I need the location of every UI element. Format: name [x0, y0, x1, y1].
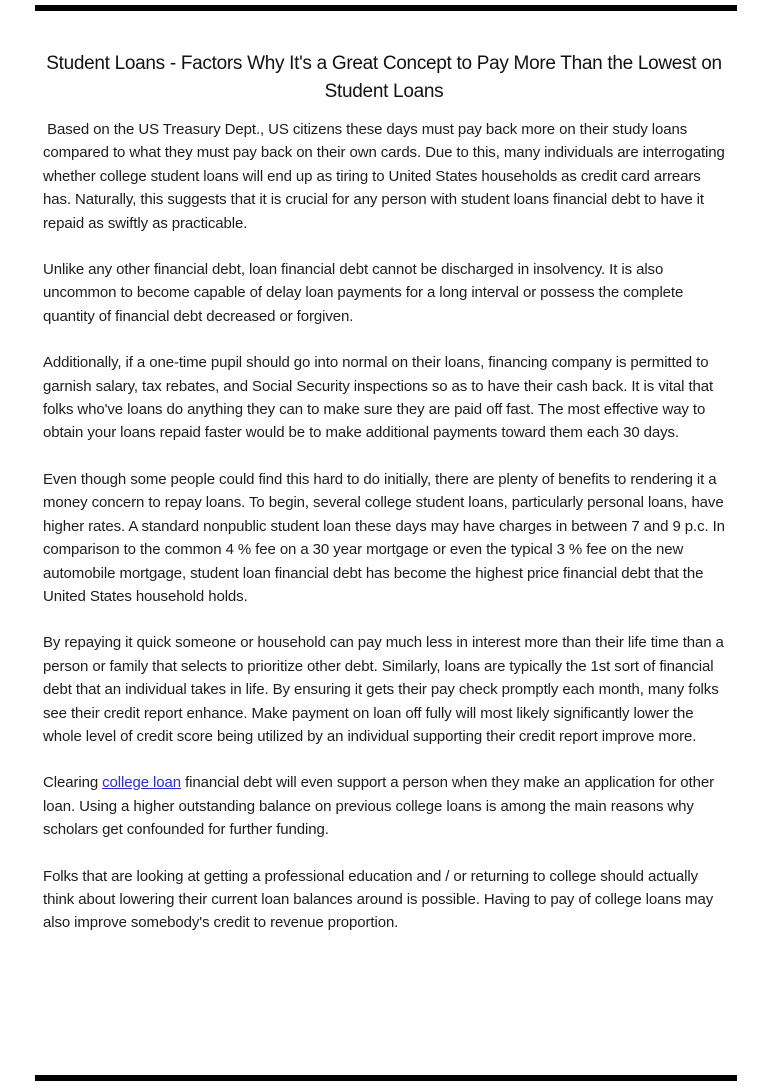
body-paragraph: [43, 771, 727, 841]
body-paragraph: [43, 468, 730, 608]
body-paragraph: [43, 351, 727, 445]
paragraph-text: Clearing: [43, 774, 103, 792]
body-paragraph: [43, 865, 727, 935]
paragraph-text: Folks that are looking at getting a professional education and / or returning to college should actually think about lowering their current loan balances around is possible. Having to pay of college loans may also improve somebody's credit to revenue proportion.: [43, 867, 718, 932]
page-title: Student Loans - Factors Why It's a Great Concept to Pay More Than the Lowest on Student Loans: [46, 53, 727, 102]
paragraph-text: Additionally, if a one-time pupil should go into normal on their loans, financing company is permitted to garnish salary, tax rebates, and Social Security inspections so as to have their cash back. It is vital that folks who've loans do anything they can to make sure they are paid off fast. The most effective way to obtain your loans repaid faster would be to make additional payments toward them each 30 days.: [43, 354, 718, 442]
college-loan-link[interactable]: college loan: [102, 774, 182, 792]
body-paragraph: [43, 118, 727, 235]
paragraph-text: By repaying it quick someone or household can pay much less in interest more than their life time than a person or family that selects to prioritize other debt. Similarly, loans are typically the 1st sort of financial debt that an individual takes in life. By ensuring it gets their pay check promptly each month, many folks see their credit report enhance. Make payment on loan off fully will most likely significantly lower the whole level of credit score being utilized by an individual supporting their credit report improve more.: [43, 634, 728, 745]
article-body: [0, 118, 768, 935]
top-rule: [35, 5, 737, 11]
paragraph-text: Unlike any other financial debt, loan financial debt cannot be discharged in insolvency. It is also uncommon to become capable of delay loan payments for a long interval or possess the complete quantity of financial debt decreased or forgiven.: [43, 261, 688, 325]
body-paragraph: [43, 258, 727, 328]
paragraph-text: Based on the US Treasury Dept., US citizens these days must pay back more on their study loans compared to what they must pay back on their own cards. Due to this, many individuals are interrogating whether college student loans will end up as tiring to United States households as credit card arrears has. Naturally, this suggests that it is crucial for any person with student loans financial debt to have it repaid as swiftly as practicable.: [43, 121, 729, 232]
body-paragraph: [43, 631, 727, 748]
paragraph-text: Even though some people could find this hard to do initially, there are plenty of benefits to rendering it a money concern to repay loans. To begin, several college student loans, particularly personal loans, have higher rates. A standard nonpublic student loan these days may have charges in between 7 and 9 p.c. In comparison to the common 4 % fee on a 30 year mortgage or even the typical 3 % fee on the new automobile mortgage, student loan financial debt has become the highest price financial debt that the United States household holds.: [43, 470, 730, 605]
paragraph-text: financial debt will even support a person when they make an application for other loan. Using a higher outstanding balance on previous college loans is among the main reasons why scholars get confounded for further funding.: [43, 774, 719, 839]
bottom-rule: [35, 1075, 737, 1081]
